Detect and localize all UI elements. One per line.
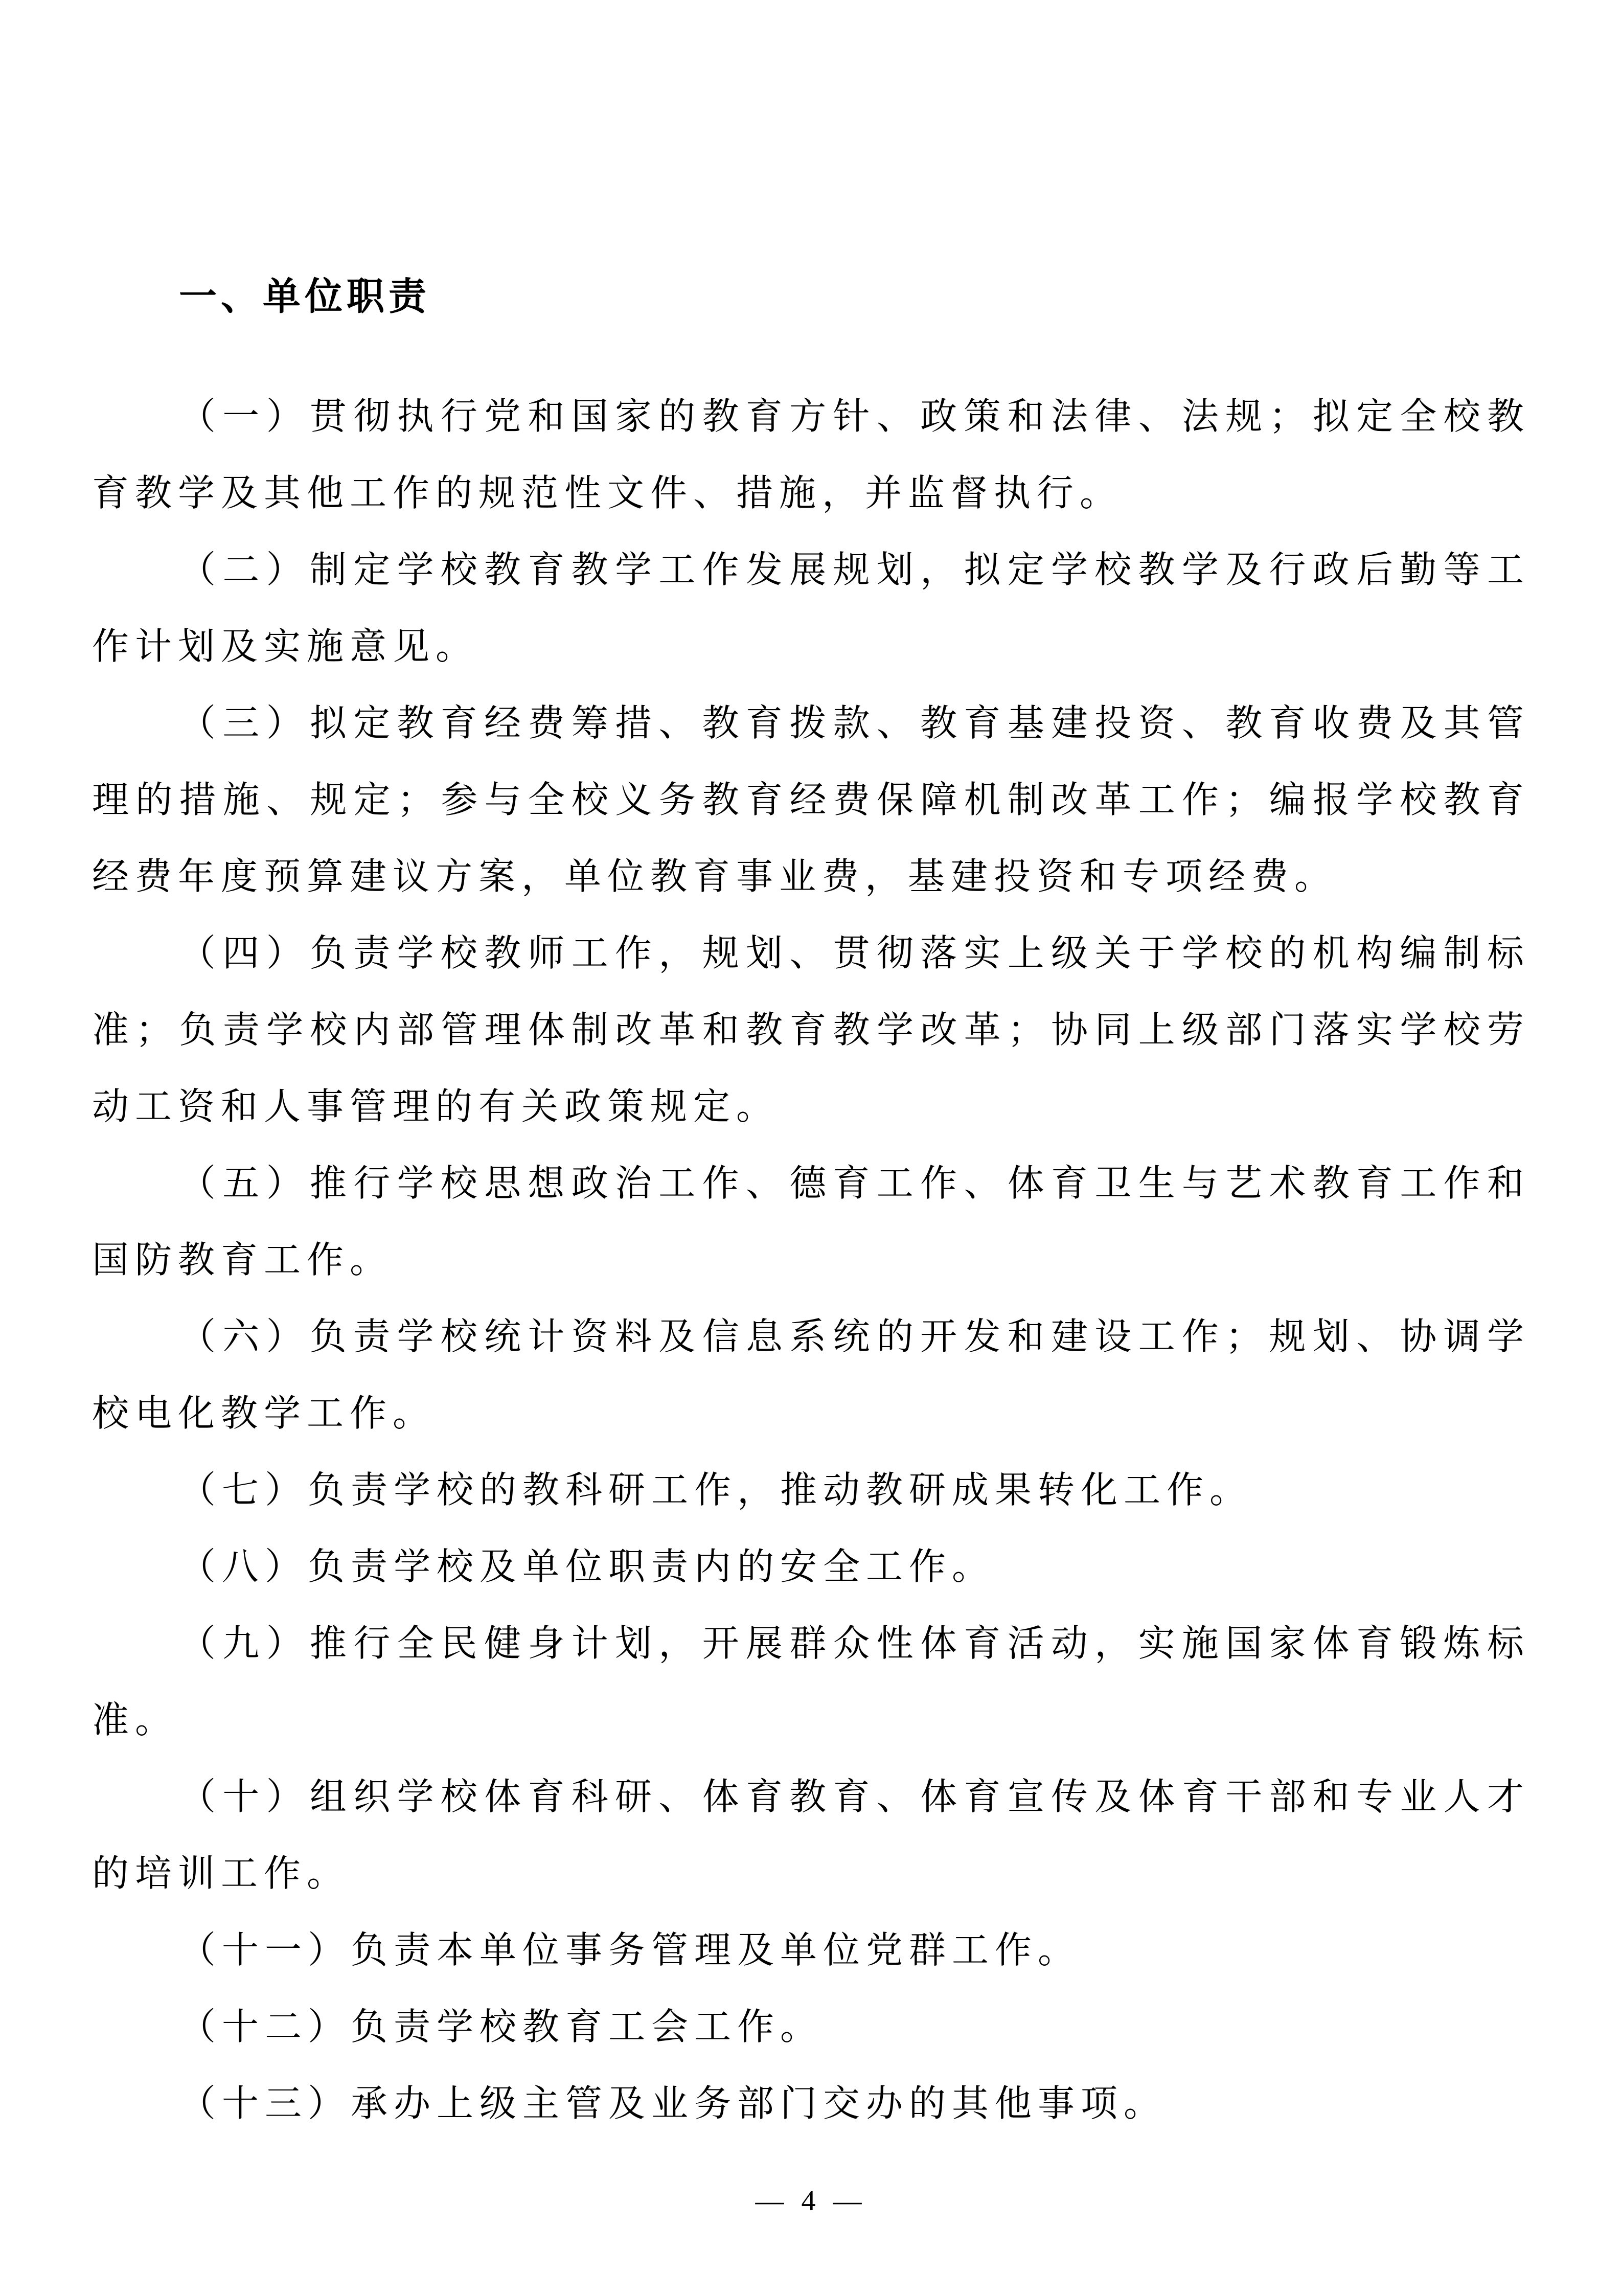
text-line: 校电化教学工作。 — [92, 1393, 436, 1434]
text-line: 的培训工作。 — [92, 1853, 350, 1894]
text-line: 准。 — [92, 1700, 178, 1741]
text-line: 经费年度预算建议方案，单位教育事业费，基建投资和专项经费。 — [92, 856, 1338, 897]
paragraphs-container — [92, 378, 1530, 2142]
text-line: 理的措施、规定；参与全校义务教育经费保障机制改革工作；编报学校教育 — [92, 780, 1530, 821]
text-line: （七）负责学校的教科研工作，推动教研成果转化工作。 — [179, 1470, 1253, 1511]
text-line: 动工资和人事管理的有关政策规定。 — [92, 1086, 780, 1127]
text-line: （四）负责学校教师工作，规划、贯彻落实上级关于学校的机构编制标 — [179, 933, 1530, 974]
section-heading: 一、单位职责 — [179, 275, 430, 317]
text-line: （二）制定学校教育教学工作发展规划，拟定学校教学及行政后勤等工 — [179, 550, 1530, 590]
text-line: （五）推行学校思想政治工作、德育工作、体育卫生与艺术教育工作和 — [179, 1163, 1530, 1204]
text-line: （一）贯彻执行党和国家的教育方针、政策和法律、法规；拟定全校教 — [179, 396, 1530, 437]
text-line: （十）组织学校体育科研、体育教育、体育宣传及体育干部和专业人才 — [179, 1777, 1530, 1817]
text-line: （九）推行全民健身计划，开展群众性体育活动，实施国家体育锻炼标 — [179, 1623, 1530, 1664]
text-line: 国防教育工作。 — [92, 1240, 393, 1281]
text-line: （八）负责学校及单位职责内的安全工作。 — [179, 1547, 995, 1587]
text-line: （六）负责学校统计资料及信息系统的开发和建设工作；规划、协调学 — [179, 1316, 1530, 1357]
page-number: — 4 — — [755, 2185, 867, 2217]
document-body — [92, 258, 1530, 2142]
text-line: 准；负责学校内部管理体制改革和教育教学改革；协同上级部门落实学校劳 — [92, 1010, 1530, 1051]
text-line: 作计划及实施意见。 — [92, 626, 479, 667]
text-line: （三）拟定教育经费筹措、教育拨款、教育基建投资、教育收费及其管 — [179, 703, 1530, 744]
text-line: 育教学及其他工作的规范性文件、措施，并监督执行。 — [92, 473, 1123, 514]
text-line: （十三）承办上级主管及业务部门交办的其他事项。 — [179, 2083, 1167, 2124]
text-line: （十一）负责本单位事务管理及单位党群工作。 — [179, 1930, 1081, 1971]
text-line: （十二）负责学校教育工会工作。 — [179, 2007, 824, 2048]
